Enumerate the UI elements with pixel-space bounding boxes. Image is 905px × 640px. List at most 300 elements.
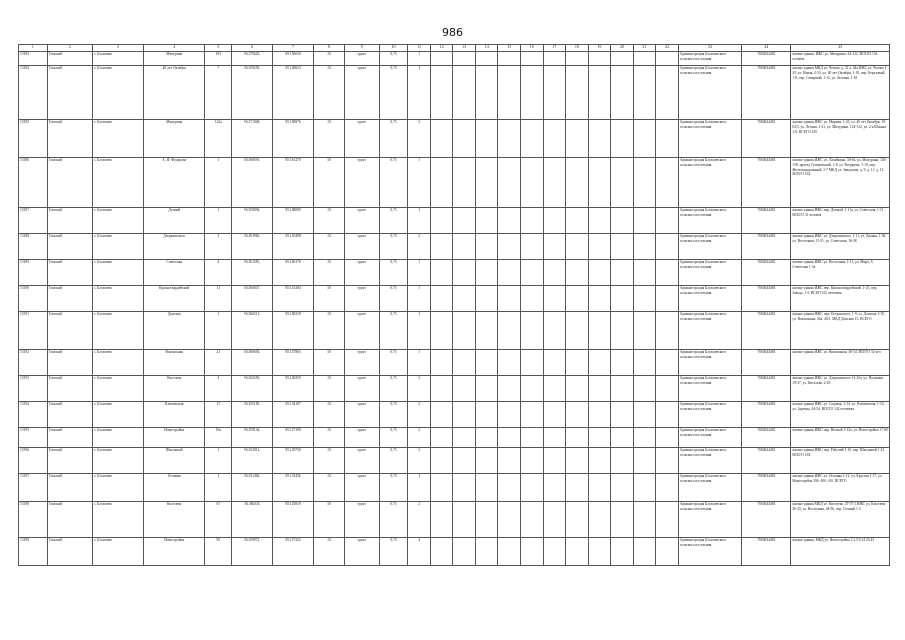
table-cell-col-2: Томский [47,538,92,566]
table-cell-col-15 [498,66,521,120]
table-cell-col-16 [520,312,543,350]
table-row [19,402,890,428]
table-cell-col-8: 10 [314,402,345,428]
table-cell-col-4: А. Ф. Федорова [144,158,205,208]
table-cell-col-4: Осенняя [144,474,205,502]
table-cell-col-1: 13186 [19,158,48,208]
table-cell-col-6: 56.360345 [232,502,273,538]
table-cell-col-7: 85.127100 [273,428,314,448]
table-cell-col-3: с. Богашево [92,474,143,502]
table-row [19,234,890,260]
table-cell-col-25: жилые здания ИЖС пер. Детный, 1-11а, ул. Советская, 1-11. ВСЕГО 31 человек [791,208,890,234]
table-cell-col-18 [566,312,589,350]
table-cell-col-20 [611,402,634,428]
table-cell-col-17 [543,52,566,66]
table-cell-col-2: Томский [47,260,92,286]
table-cell-col-16 [520,208,543,234]
table-cell-col-24: 7004044465 [742,502,791,538]
table-cell-col-15 [498,402,521,428]
table-cell-col-9: грунт [344,448,379,474]
table-cell-col-20 [611,350,634,376]
column-header-6: 6 [232,45,273,52]
table-cell-col-18 [566,158,589,208]
waste-site-registry-table [18,44,890,566]
table-cell-col-15 [498,312,521,350]
table-cell-col-14 [475,234,498,260]
table-cell-col-14 [475,260,498,286]
table-cell-col-8: 10 [314,234,345,260]
table-cell-col-17 [543,502,566,538]
table-cell-col-23: Администрация Богашевского сельского поселения [678,502,742,538]
table-cell-col-9: грунт [344,120,379,158]
table-cell-col-19 [588,312,611,350]
table-cell-col-25: жилые здания ИЖС пер. Рабочий 1-10, пер. Школьный 1-23. ВСЕГО 163 [791,448,890,474]
table-cell-col-1: 13196 [19,448,48,474]
table-cell-col-22 [656,402,679,428]
table-cell-col-23: Администрация Богашевского сельского поселения [678,428,742,448]
table-row [19,350,890,376]
table-cell-col-19 [588,208,611,234]
table-cell-col-10: 0,75 [379,502,408,538]
column-header-25: 25 [791,45,890,52]
table-cell-col-10: 0,75 [379,158,408,208]
table-cell-col-24: 7004044465 [742,120,791,158]
table-cell-col-20 [611,52,634,66]
table-cell-col-13 [453,312,476,350]
table-cell-col-7: 85.129730 [273,448,314,474]
table-cell-col-5: 122а [205,120,232,158]
table-cell-col-4: Мичурина [144,52,205,66]
table-cell-col-17 [543,538,566,566]
table-cell-col-10: 0,75 [379,52,408,66]
column-header-3: 3 [92,45,143,52]
table-cell-col-8: 10 [314,538,345,566]
table-cell-col-1: 13194 [19,402,48,428]
table-row [19,208,890,234]
table-cell-col-23: Администрация Богашевского сельского поселения [678,260,742,286]
table-cell-col-11: 1 [408,158,431,208]
table-cell-col-22 [656,376,679,402]
table-cell-col-6: 56.368591, [232,158,273,208]
table-cell-col-6: 56.366513, [232,312,273,350]
table-cell-col-5: 67 [205,502,232,538]
table-cell-col-23: Администрация Богашевского сельского поселения [678,158,742,208]
table-cell-col-10: 0,75 [379,428,408,448]
table-cell-col-3: с. Богашево [92,208,143,234]
table-cell-col-6: 56.358094, [232,208,273,234]
table-cell-col-13 [453,538,476,566]
table-cell-col-8: 10 [314,428,345,448]
table-cell-col-9: грунт [344,538,379,566]
table-cell-col-9: грунт [344,208,379,234]
table-cell-col-23: Администрация Богашевского сельского поселения [678,286,742,312]
table-cell-col-3: с. Богашево [92,52,143,66]
table-cell-col-9: грунт [344,286,379,312]
table-cell-col-3: с. Богашево [92,350,143,376]
table-cell-col-13 [453,234,476,260]
table-cell-col-11: 2 [408,120,431,158]
column-header-16: 16 [520,45,543,52]
table-cell-col-21 [633,234,656,260]
table-cell-col-5: 21 [205,350,232,376]
table-cell-col-10: 0,75 [379,234,408,260]
table-cell-col-2: Томский [47,158,92,208]
table-cell-col-23: Администрация Богашевского сельского поселения [678,402,742,428]
table-cell-col-14 [475,376,498,402]
table-cell-col-12 [430,208,453,234]
table-cell-col-11: 2 [408,428,431,448]
column-header-1: 1 [19,45,48,52]
column-header-17: 17 [543,45,566,52]
table-cell-col-5: 1 [205,312,232,350]
table-cell-col-14 [475,66,498,120]
table-cell-col-6: 56.359144, [232,428,273,448]
table-cell-col-24: 7004044465 [742,402,791,428]
column-header-9: 9 [344,45,379,52]
table-cell-col-6: 56.371948, [232,120,273,158]
table-cell-col-2: Томский [47,376,92,402]
table-cell-col-1: 13193 [19,376,48,402]
table-cell-col-4: Донская [144,312,205,350]
table-cell-col-15 [498,234,521,260]
table-cell-col-11: 1 [408,286,431,312]
table-cell-col-4: Дзержинского [144,234,205,260]
table-cell-col-21 [633,286,656,312]
table-cell-col-18 [566,260,589,286]
table-cell-col-18 [566,448,589,474]
table-cell-col-14 [475,120,498,158]
table-cell-col-11: 2 [408,234,431,260]
column-header-21: 21 [633,45,656,52]
table-cell-col-2: Томский [47,428,92,448]
table-cell-col-13 [453,402,476,428]
table-cell-col-18 [566,52,589,66]
table-cell-col-17 [543,66,566,120]
table-cell-col-19 [588,474,611,502]
table-cell-col-16 [520,66,543,120]
table-row [19,474,890,502]
table-cell-col-2: Томский [47,502,92,538]
table-cell-col-20 [611,312,634,350]
table-cell-col-12 [430,286,453,312]
table-cell-col-25: жилые здания ИЖС ул. Лазайкина, 30-64, ул. Мичурина, 126-158, проезд Суворовский, 1-6, ул. Федорова, 1-19, пер. Железнодорожный, 1-7 МКД ул. Заводская, д. 9, д. 11, д. 13. ВСЕГО 162 [791,158,890,208]
table-cell-col-21 [633,312,656,350]
column-header-12: 12 [430,45,453,52]
table-cell-col-1: 13195 [19,428,48,448]
table-cell-col-17 [543,448,566,474]
table-cell-col-20 [611,538,634,566]
table-cell-col-19 [588,158,611,208]
table-cell-col-15 [498,52,521,66]
table-cell-col-8: 10 [314,312,345,350]
table-cell-col-13 [453,120,476,158]
table-cell-col-25: жилые здания МКД ул. Киселева, 47-57/1 ИЖС ул. Киселева 20-43, ул. Восточная, 44-56, пер. Сочный 1-2 [791,502,890,538]
table-cell-col-24: 7004044465 [742,448,791,474]
table-cell-col-13 [453,474,476,502]
table-cell-col-21 [633,474,656,502]
table-cell-col-2: Томский [47,448,92,474]
table-cell-col-21 [633,208,656,234]
table-cell-col-14 [475,208,498,234]
table-cell-col-20 [611,286,634,312]
table-cell-col-4: Детный [144,208,205,234]
table-cell-col-25: жилые здания ИЖС пер. Ночной 1-12а, ул. Новостройка 17-60 [791,428,890,448]
table-row [19,448,890,474]
table-cell-col-12 [430,376,453,402]
table-cell-col-2: Томский [47,350,92,376]
table-cell-col-20 [611,234,634,260]
table-cell-col-6: 56.359250, [232,66,273,120]
table-cell-col-13 [453,448,476,474]
table-cell-col-3: с. Богашево [92,312,143,350]
table-cell-col-5: 1 [205,158,232,208]
table-cell-col-16 [520,502,543,538]
table-cell-col-21 [633,428,656,448]
table-cell-col-24: 7004044465 [742,234,791,260]
table-cell-col-22 [656,158,679,208]
table-cell-col-8: 10 [314,448,345,474]
table-cell-col-17 [543,286,566,312]
table-cell-col-23: Администрация Богашевского сельского поселения [678,312,742,350]
table-cell-col-11: 2 [408,376,431,402]
table-cell-col-20 [611,120,634,158]
table-cell-col-10: 0,75 [379,474,408,502]
table-cell-col-17 [543,428,566,448]
table-cell-col-25: жилые здания ИЖС ул. Вокзальная, 30-34. ВСЕГО 32 чел [791,350,890,376]
table-cell-col-20 [611,428,634,448]
table-cell-col-22 [656,502,679,538]
table-cell-col-3: с. Богашево [92,538,143,566]
table-cell-col-3: с. Богашево [92,120,143,158]
table-cell-col-19 [588,350,611,376]
table-cell-col-4: Ключевская [144,402,205,428]
table-cell-col-18 [566,350,589,376]
table-cell-col-6: 56.359972, [232,538,273,566]
table-cell-col-24: 7004044465 [742,66,791,120]
table-cell-col-10: 0,75 [379,66,408,120]
table-cell-col-12 [430,260,453,286]
table-cell-col-6: 56.363960, [232,234,273,260]
table-cell-col-15 [498,502,521,538]
table-cell-col-17 [543,402,566,428]
table-cell-col-2: Томский [47,474,92,502]
table-cell-col-18 [566,208,589,234]
table-cell-col-21 [633,260,656,286]
column-header-8: 8 [314,45,345,52]
table-cell-col-18 [566,502,589,538]
table-cell-col-13 [453,428,476,448]
table-cell-col-20 [611,66,634,120]
table-cell-col-25: жилые здания ИЖС ул. Осенняя 1-12, ул. Круглая 1-17, ул. Новостройка 39б, 40б, 41б. ВСЕГО [791,474,890,502]
table-cell-col-20 [611,208,634,234]
table-cell-col-23: Администрация Богашевского сельского поселения [678,474,742,502]
table-cell-col-14 [475,448,498,474]
table-cell-col-6: 56.361581, [232,260,273,286]
table-cell-col-14 [475,474,498,502]
table-cell-col-18 [566,286,589,312]
table-cell-col-11: 1 [408,350,431,376]
table-cell-col-12 [430,448,453,474]
table-cell-col-7: 85.141284 [273,286,314,312]
table-cell-col-15 [498,158,521,208]
table-cell-col-7: 85.156630 [273,52,314,66]
table-cell-col-21 [633,402,656,428]
table-cell-col-15 [498,538,521,566]
table-cell-col-9: грунт [344,260,379,286]
table-cell-col-8: 10 [314,286,345,312]
table-cell-col-23: Администрация Богашевского сельского поселения [678,350,742,376]
table-cell-col-25: жилые здания ИЖС ул. Садовая, 1-14, ул. Ключевская, 1-16, ул. Заречна, 44-54. ВСЕГО 142 человека [791,402,890,428]
table-cell-col-1: 13184 [19,66,48,120]
table-cell-col-10: 0,75 [379,208,408,234]
table-cell-col-7: 85.148080 [273,208,314,234]
table-cell-col-22 [656,538,679,566]
table-cell-col-9: грунт [344,234,379,260]
table-cell-col-16 [520,376,543,402]
table-cell-col-12 [430,502,453,538]
table-row [19,428,890,448]
table-cell-col-1: 13199 [19,538,48,566]
table-cell-col-7: 85.148339 [273,312,314,350]
table-cell-col-21 [633,538,656,566]
table-cell-col-17 [543,208,566,234]
column-header-4: 4 [144,45,205,52]
table-cell-col-3: с. Богашево [92,158,143,208]
table-cell-col-7: 85.127232 [273,538,314,566]
table-cell-col-15 [498,448,521,474]
table-cell-col-11: 2 [408,402,431,428]
table-cell-col-20 [611,260,634,286]
table-cell-col-1: 13188 [19,234,48,260]
table-cell-col-21 [633,376,656,402]
table-cell-col-24: 7004044465 [742,474,791,502]
table-cell-col-22 [656,66,679,120]
table-cell-col-18 [566,402,589,428]
table-cell-col-19 [588,502,611,538]
table-cell-col-11: 4 [408,538,431,566]
column-number-header-row [19,45,890,52]
table-cell-col-23: Администрация Богашевского сельского поселения [678,52,742,66]
table-cell-col-5: 2 [205,376,232,402]
table-cell-col-4: Советская [144,260,205,286]
table-cell-col-25: жилые здания ИЖС ул. Дзержинского 12-23а, ул. Пушкина 19-37, ул. Киселева, 2-20 [791,376,890,402]
table-cell-col-24: 7004044465 [742,312,791,350]
table-row [19,286,890,312]
table-cell-col-3: с. Богашево [92,234,143,260]
table-cell-col-11: 2 [408,448,431,474]
table-cell-col-19 [588,286,611,312]
table-cell-col-21 [633,350,656,376]
table-cell-col-6: 56.360630, [232,350,273,376]
table-cell-col-25: жилые здания МКД ул. Чехова, д. 31 а, 34а ИЖС ул. Чехова 1-45, ул. Новая, 2-33, ул. 40 лет Октября, 1-18, пер. Березовый, 1-9, пер. Северный, 1-12, ул. Зеленая, 1-18 [791,66,890,120]
table-cell-col-5: 17 [205,402,232,428]
table-cell-col-24: 7004044465 [742,376,791,402]
table-cell-col-22 [656,474,679,502]
table-cell-col-17 [543,158,566,208]
table-cell-col-19 [588,234,611,260]
table-cell-col-25: жилые здания ИЖС ул. Дзержинского, 1-11, ул. Дачная, 1-50, ул. Восточная, 11-31, ул. Советская, 16-38 [791,234,890,260]
table-cell-col-18 [566,428,589,448]
table-cell-col-5: 7 [205,66,232,120]
table-cell-col-11: 1 [408,474,431,502]
table-cell-col-14 [475,158,498,208]
table-cell-col-16 [520,52,543,66]
table-cell-col-19 [588,260,611,286]
column-header-20: 20 [611,45,634,52]
table-cell-col-24: 7004044465 [742,52,791,66]
table-cell-col-12 [430,52,453,66]
table-cell-col-16 [520,402,543,428]
table-cell-col-2: Томский [47,208,92,234]
column-header-18: 18 [566,45,589,52]
table-cell-col-16 [520,286,543,312]
table-cell-col-22 [656,234,679,260]
table-cell-col-25: жилые здания, ИЖС ул. Мичурина, 64-122. ВСЕГО 154 человек [791,52,890,66]
table-cell-col-18 [566,234,589,260]
table-cell-col-17 [543,376,566,402]
table-cell-col-13 [453,158,476,208]
column-header-2: 2 [47,45,92,52]
table-cell-col-19 [588,538,611,566]
column-header-11: 11 [408,45,431,52]
table-cell-col-2: Томский [47,120,92,158]
table-cell-col-8: 10 [314,52,345,66]
table-cell-col-9: грунт [344,502,379,538]
table-cell-col-10: 0,75 [379,448,408,474]
table-cell-col-19 [588,376,611,402]
table-cell-col-8: 10 [314,208,345,234]
table-cell-col-10: 0,75 [379,120,408,158]
table-cell-col-20 [611,474,634,502]
table-cell-col-9: грунт [344,158,379,208]
table-cell-col-3: с. Богашево [92,286,143,312]
table-cell-col-14 [475,402,498,428]
table-cell-col-23: Администрация Богашевского сельского поселения [678,448,742,474]
table-cell-col-1: 13189 [19,260,48,286]
table-cell-col-11: 1 [408,52,431,66]
table-cell-col-5: 3 [205,234,232,260]
table-cell-col-16 [520,120,543,158]
table-cell-col-2: Томский [47,66,92,120]
table-cell-col-25: жилые здания ИЖС ул. Восточная, 1-11, ул. Мира, 9, Советская 1-3а [791,260,890,286]
table-cell-col-25: жилые здания ИЖС ул. Мирная, 1-25, ул. 40 лет Октября, 19-62/5, ул. Лесная, 1-21, ул. Мичурина, 124-132, ул. 2-я Южная 1-6. ВСЕГО 329 [791,120,890,158]
table-cell-col-18 [566,376,589,402]
table-cell-col-21 [633,158,656,208]
table-cell-col-14 [475,502,498,538]
table-cell-col-21 [633,120,656,158]
table-cell-col-15 [498,376,521,402]
table-cell-col-1: 13190 [19,286,48,312]
table-cell-col-16 [520,158,543,208]
table-cell-col-21 [633,502,656,538]
table-cell-col-7: 85.161270 [273,158,314,208]
table-cell-col-16 [520,260,543,286]
table-cell-col-4: Вокзальная [144,350,205,376]
table-cell-col-22 [656,120,679,158]
page-number: 986 [442,26,463,39]
table-cell-col-9: грунт [344,66,379,120]
table-cell-col-4: Новостройка [144,428,205,448]
table-cell-col-12 [430,474,453,502]
table-cell-col-3: с. Богашево [92,448,143,474]
table-row [19,52,890,66]
table-cell-col-5: 103 [205,52,232,66]
table-cell-col-2: Томский [47,286,92,312]
table-cell-col-12 [430,538,453,566]
table-cell-col-3: с. Богашево [92,428,143,448]
table-cell-col-2: Томский [47,52,92,66]
table-cell-col-6: 56.355185, [232,402,273,428]
